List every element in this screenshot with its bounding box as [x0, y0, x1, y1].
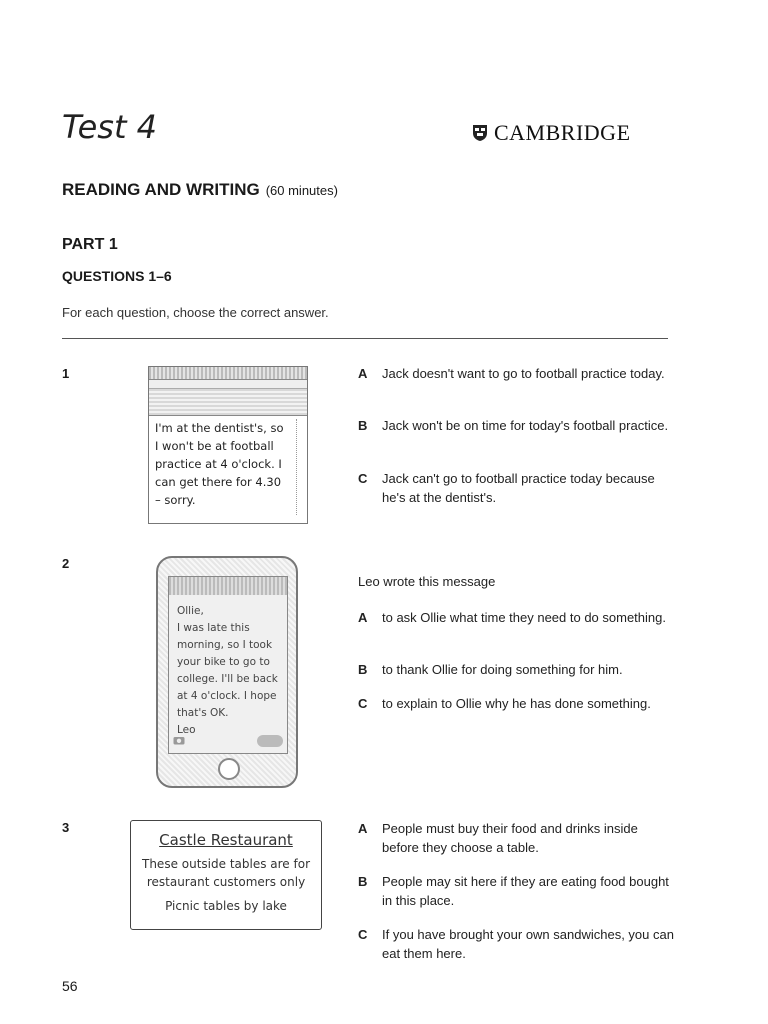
option-text: If you have brought your own sandwiches, you can eat them here. — [382, 927, 674, 961]
phone-image — [156, 556, 298, 788]
phone-input-bar — [173, 733, 283, 749]
brand-name: CAMBRIDGE — [494, 120, 631, 145]
option-3a[interactable] — [358, 819, 678, 857]
sign-line: These outside tables are for — [142, 857, 310, 871]
message-line: I won't be at football — [155, 439, 274, 453]
message-line: I was late this — [177, 622, 250, 634]
phone-status-bar — [169, 577, 287, 595]
option-letter: A — [358, 821, 368, 836]
message-line: practice at 4 o'clock. I — [155, 457, 282, 471]
window-header-fields — [149, 389, 307, 416]
option-letter: C — [358, 927, 368, 942]
message-line: your bike to go to — [177, 656, 270, 668]
option-letter: A — [358, 366, 368, 381]
instructions: For each question, choose the correct answer. — [62, 305, 329, 320]
option-1a[interactable] — [358, 364, 678, 383]
message-line: can get there for 4.30 — [155, 475, 282, 489]
option-text: to ask Ollie what time they need to do something. — [382, 610, 666, 625]
option-3b[interactable] — [358, 872, 678, 910]
sign-title: Castle Restaurant — [159, 831, 293, 849]
email-message — [155, 419, 293, 509]
option-1c[interactable] — [358, 469, 678, 507]
message-line: – sorry. — [155, 493, 196, 507]
message-line: I'm at the dentist's, so — [155, 421, 284, 435]
option-letter: B — [358, 874, 368, 889]
restaurant-sign — [130, 820, 322, 930]
option-2c[interactable] — [358, 694, 678, 713]
message-line: college. I'll be back — [177, 673, 278, 685]
window-titlebar — [149, 367, 307, 380]
section-duration: (60 minutes) — [265, 183, 338, 198]
question-number-2: 2 — [62, 556, 70, 571]
option-text: Jack can't go to football practice today because he's at the dentist's. — [382, 471, 655, 505]
divider — [62, 338, 668, 339]
option-letter: C — [358, 471, 368, 486]
sign-line: Picnic tables by lake — [165, 899, 287, 913]
question-number-3: 3 — [62, 820, 70, 835]
option-text: People must buy their food and drinks inside before they choose a table. — [382, 821, 638, 855]
option-2b[interactable] — [358, 660, 678, 679]
part-title: PART 1 — [62, 236, 118, 253]
send-icon — [257, 735, 283, 747]
section-title: READING AND WRITING — [62, 180, 260, 199]
home-button-icon — [218, 758, 240, 780]
option-2a[interactable] — [358, 608, 678, 627]
section-heading — [62, 180, 338, 200]
message-line: morning, so I took — [177, 639, 273, 651]
questions-range: QUESTIONS 1–6 — [62, 268, 172, 284]
option-text: Jack doesn't want to go to football practice today. — [382, 366, 665, 381]
option-letter: A — [358, 610, 368, 625]
question-2-lead: Leo wrote this message — [358, 574, 496, 589]
option-1b[interactable] — [358, 416, 678, 435]
option-letter: B — [358, 662, 368, 677]
phone-screen — [168, 576, 288, 754]
camera-icon — [173, 732, 185, 750]
option-text: Jack won't be on time for today's football practice. — [382, 418, 669, 433]
window-scrollbar — [296, 419, 305, 515]
phone-message — [177, 603, 278, 739]
option-letter: C — [358, 696, 368, 711]
option-text: to thank Ollie for doing something for him. — [382, 662, 623, 677]
message-line: at 4 o'clock. I hope — [177, 690, 277, 702]
sign-line: restaurant customers only — [146, 875, 306, 889]
question-number-1: 1 — [62, 366, 70, 381]
email-window-image — [148, 366, 308, 524]
message-line: Leo — [177, 724, 196, 736]
option-letter: B — [358, 418, 368, 433]
option-text: People may sit here if they are eating food bought in this place. — [382, 874, 669, 908]
test-title: Test 4 — [62, 108, 158, 146]
option-text: to explain to Ollie why he has done something. — [382, 696, 651, 711]
message-line: Ollie, — [177, 605, 204, 617]
cambridge-logo — [472, 120, 631, 146]
message-line: that's OK. — [177, 707, 229, 719]
crest-icon — [472, 124, 488, 142]
window-menubar — [149, 380, 307, 389]
page-number: 56 — [62, 978, 78, 994]
option-3c[interactable] — [358, 925, 678, 963]
